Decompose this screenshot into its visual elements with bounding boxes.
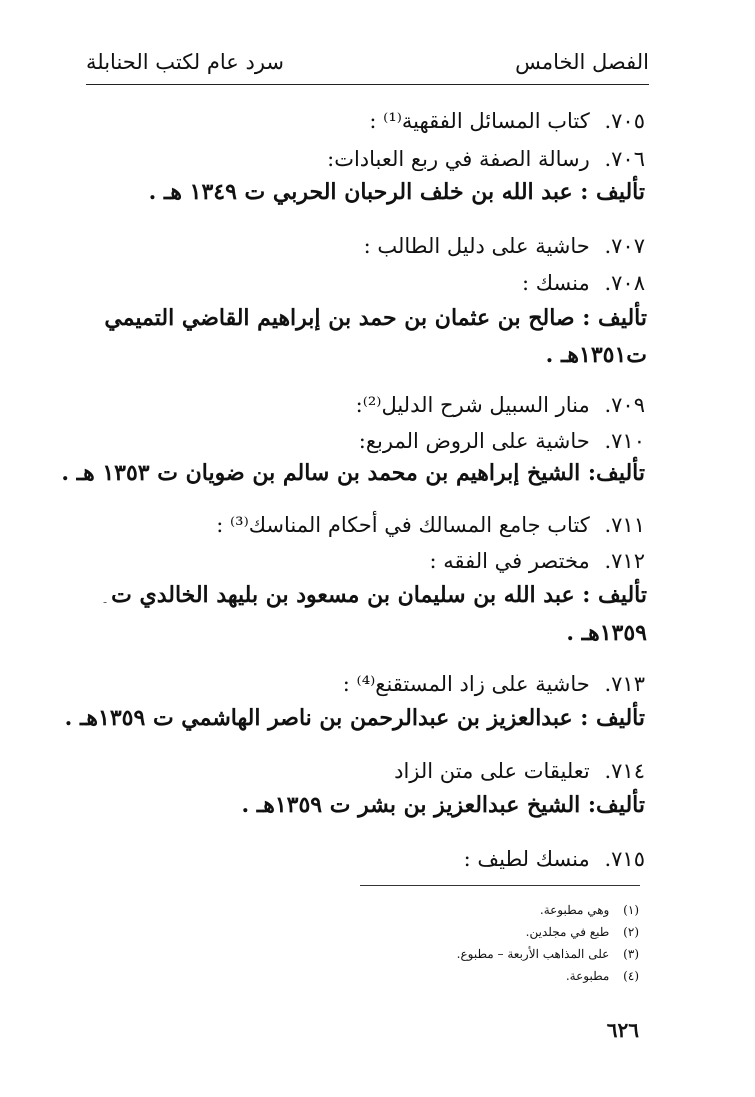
entry-number: ٧١٠. [604, 429, 645, 453]
header-divider [86, 84, 649, 85]
entry-title: حاشية على دليل الطالب : [363, 234, 590, 258]
margin-mark: - [103, 595, 108, 609]
entry-title: تعليقات على متن الزاد [394, 759, 590, 783]
entry-number: ٧١٥. [604, 847, 645, 871]
entry-706 [327, 144, 645, 174]
entry-708 [522, 268, 645, 298]
entry-712 [429, 546, 645, 576]
author-line [149, 175, 645, 209]
entry-711 [216, 510, 645, 540]
entry-title: مختصر في الفقه : [429, 549, 590, 573]
author-line [241, 788, 645, 822]
entry-number: ٧١٤. [604, 759, 645, 783]
entry-number: ٧٠٦. [604, 147, 645, 171]
entry-title: منسك : [522, 271, 590, 295]
entry-number: ٧٠٨. [604, 271, 645, 295]
entry-715 [464, 844, 645, 874]
entry-714 [394, 756, 645, 786]
author-text: تأليف: الشيخ عبدالعزيز بن بشر ت ١٣٥٩هـ . [241, 792, 645, 818]
entry-title: منار السبيل شرح الدليل⁽²⁾: [355, 393, 590, 417]
author-line [61, 456, 645, 490]
footnote-text: على المذاهب الأربعة – مطبوع. [456, 947, 610, 961]
footnote [540, 900, 639, 920]
entry-title: كتاب جامع المسالك في أحكام المناسك⁽³⁾ : [216, 513, 590, 537]
entry-title: حاشية على الروض المربع: [358, 429, 590, 453]
entry-710 [359, 426, 645, 456]
author-line [104, 301, 647, 335]
author-text: تأليف : عبد الله بن سليمان بن مسعود بن بليهد الخالدي ت [111, 582, 647, 608]
entry-number: ٧٠٥. [604, 109, 645, 133]
footnote-text: طبع في مجلدين. [525, 925, 610, 939]
footnote-number: (٢) [623, 925, 639, 939]
author-text: تأليف : عبد الله بن خلف الرحبان الحربي ت ١٣٤٩ هـ . [148, 179, 645, 205]
running-header [86, 46, 649, 86]
entry-707 [364, 231, 645, 261]
author-text: تأليف : عبدالعزيز بن عبدالرحمن بن ناصر الهاشمي ت ١٣٥٩هـ . [64, 705, 645, 731]
page-number: ٦٢٦ [606, 1018, 639, 1042]
entry-title: حاشية على زاد المستقنع⁽⁴⁾ : [342, 672, 590, 696]
footnote-number: (٤) [623, 969, 639, 983]
entry-title: منسك لطيف : [463, 847, 590, 871]
author-line-continued [566, 616, 647, 650]
footnote-text: مطبوعة. [565, 969, 610, 983]
entry-number: ٧١٣. [604, 672, 645, 696]
chapter-title: الفصل الخامس [515, 50, 649, 74]
footnote-text: وهي مطبوعة. [539, 903, 610, 917]
entry-title: كتاب المسائل الفقهية⁽¹⁾ : [369, 109, 590, 133]
entry-709 [356, 390, 645, 420]
entry-number: ٧٠٩. [604, 393, 645, 417]
author-text: تأليف: الشيخ إبراهيم بن محمد بن سالم بن ضويان ت ١٣٥٣ هـ . [61, 460, 645, 486]
entry-title: رسالة الصفة في ربع العبادات: [327, 147, 590, 171]
section-title: سرد عام لكتب الحنابلة [86, 50, 285, 74]
entry-number: ٧١١. [604, 513, 645, 537]
entry-number: ٧١٢. [604, 549, 645, 573]
author-line-continued [546, 338, 647, 372]
author-text: ت١٣٥١هـ . [545, 342, 647, 368]
footnote [566, 966, 639, 986]
footnote-number: (٣) [623, 947, 639, 961]
author-line [111, 578, 647, 612]
footnote [526, 922, 639, 942]
author-line [65, 701, 645, 735]
footnote [457, 944, 639, 964]
footnote-divider [360, 885, 640, 886]
author-text: ١٣٥٩هـ . [566, 620, 647, 646]
entry-713 [343, 669, 645, 699]
entry-number: ٧٠٧. [604, 234, 645, 258]
author-text: تأليف : صالح بن عثمان بن حمد بن إبراهيم القاضي التميمي [104, 305, 647, 331]
footnote-number: (١) [623, 903, 639, 917]
entry-705 [369, 106, 645, 136]
